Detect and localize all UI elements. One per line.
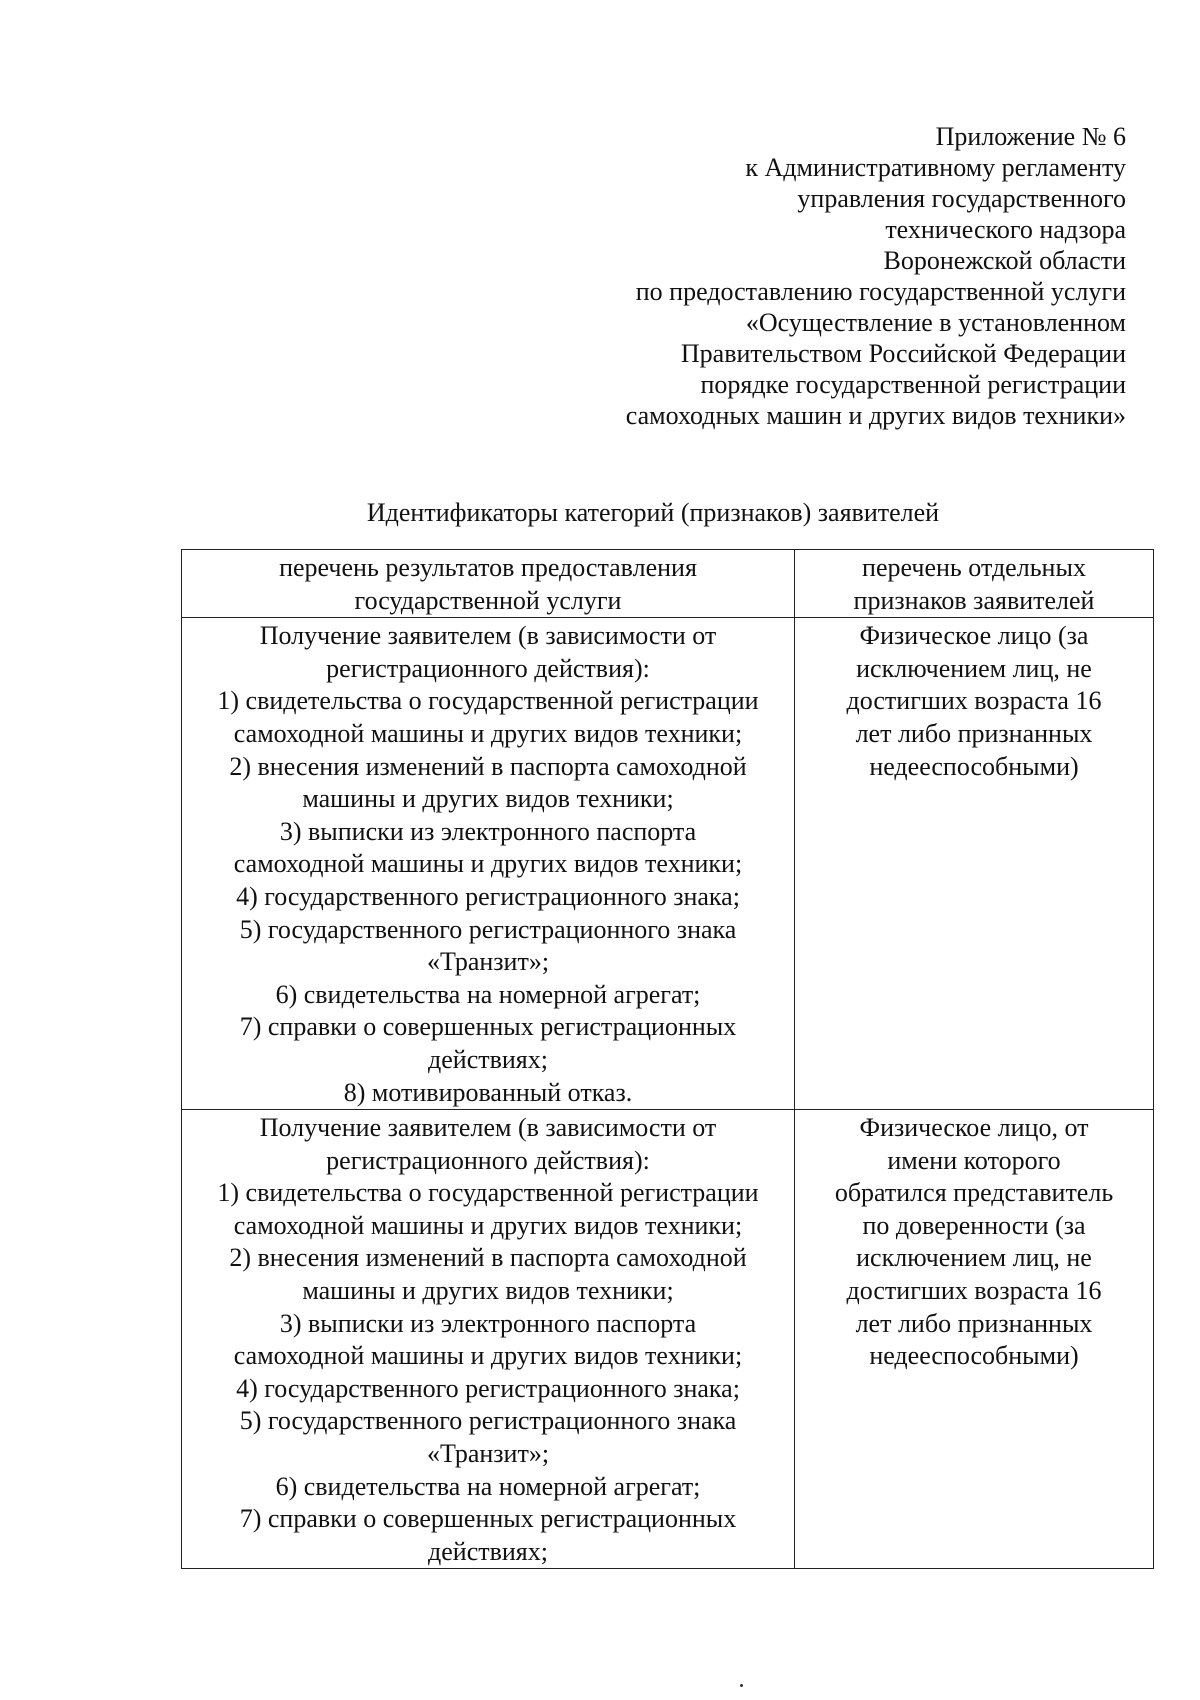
- appendix-line: технического надзора: [885, 215, 1126, 244]
- header-signs-line: признаков заявителей: [853, 585, 1095, 615]
- header-results-line: государственной услуги: [354, 585, 622, 615]
- table-row: [182, 1110, 1154, 1569]
- results-line: 4) государственного регистрационного знака;: [236, 881, 740, 911]
- results-line: 1) свидетельства о государственной регистрации: [217, 686, 759, 716]
- results-line: 5) государственного регистрационного знака: [239, 914, 737, 944]
- results-line: 2) внесения изменений в паспорта самоходной: [229, 1243, 747, 1273]
- appendix-line: Правительством Российской Федерации: [680, 339, 1126, 368]
- results-line: 7) справки о совершенных регистрационных: [239, 1012, 737, 1042]
- results-line: 3) выписки из электронного паспорта: [279, 1308, 697, 1338]
- results-line: «Транзит»;: [426, 1439, 550, 1469]
- results-line: самоходной машины и других видов техники;: [233, 718, 743, 748]
- results-line: действиях;: [428, 1536, 548, 1566]
- results-line: 2) внесения изменений в паспорта самоходной: [229, 751, 747, 781]
- appendix-line: Воронежской области: [883, 246, 1126, 275]
- results-line: 3) выписки из электронного паспорта: [279, 816, 697, 846]
- results-line: самоходной машины и других видов техники;: [233, 849, 743, 879]
- results-cell: [182, 618, 795, 1110]
- signs-line: лет либо признанных: [855, 1308, 1093, 1338]
- signs-line: исключением лиц, не: [856, 1243, 1092, 1273]
- signs-line: Физическое лицо, от: [859, 1113, 1089, 1143]
- results-cell: [182, 1110, 795, 1569]
- appendix-line: самоходных машин и других видов техники»: [625, 401, 1126, 430]
- results-line: 6) свидетельства на номерной агрегат;: [275, 979, 701, 1009]
- appendix-line: управления государственного: [797, 184, 1126, 213]
- results-line: самоходной машины и других видов техники;: [233, 1210, 743, 1240]
- results-line: машины и других видов техники;: [302, 784, 674, 814]
- signs-line: Физическое лицо (за: [859, 621, 1089, 651]
- results-line: 7) справки о совершенных регистрационных: [239, 1504, 737, 1534]
- appendix-line: порядке государственной регистрации: [700, 370, 1126, 399]
- appendix-line: Приложение № 6: [935, 122, 1126, 151]
- appendix-line: к Административному регламенту: [745, 153, 1126, 182]
- applicant-categories-table-wrap: [181, 549, 1127, 1569]
- results-line: 5) государственного регистрационного знака: [239, 1406, 737, 1436]
- signs-line: достигших возраста 16: [846, 1276, 1102, 1306]
- results-line: 8) мотивированный отказ.: [343, 1077, 633, 1107]
- appendix-line: «Осуществление в установленном: [745, 308, 1126, 337]
- table-row: [182, 618, 1154, 1110]
- results-line: машины и других видов техники;: [302, 1276, 674, 1306]
- results-line: 4) государственного регистрационного знака;: [236, 1373, 740, 1403]
- signs-line: недееспособными): [869, 1341, 1079, 1371]
- results-line: Получение заявителем (в зависимости от: [259, 621, 717, 651]
- appendix-line: по предоставлению государственной услуги: [635, 277, 1126, 306]
- signs-cell: [795, 1110, 1154, 1569]
- results-line: Получение заявителем (в зависимости от: [259, 1113, 717, 1143]
- signs-line: по доверенности (за: [862, 1210, 1086, 1240]
- header-results-cell: [182, 550, 795, 618]
- header-signs-cell: [795, 550, 1154, 618]
- scan-speck: [740, 1684, 743, 1687]
- results-line: действиях;: [428, 1044, 548, 1074]
- signs-line: достигших возраста 16: [846, 686, 1102, 716]
- signs-line: обратился представитель: [834, 1178, 1114, 1208]
- signs-line: имени которого: [887, 1145, 1061, 1175]
- document-title: Идентификаторы категорий (признаков) заявителей: [366, 498, 940, 527]
- results-line: регистрационного действия):: [326, 1145, 650, 1175]
- results-line: 1) свидетельства о государственной регистрации: [217, 1178, 759, 1208]
- signs-line: исключением лиц, не: [856, 653, 1092, 683]
- results-line: «Транзит»;: [426, 947, 550, 977]
- results-line: самоходной машины и других видов техники;: [233, 1341, 743, 1371]
- table-header-row: [182, 550, 1154, 618]
- signs-line: недееспособными): [869, 751, 1079, 781]
- applicant-categories-table: [181, 549, 1154, 1569]
- signs-line: лет либо признанных: [855, 718, 1093, 748]
- signs-cell: [795, 618, 1154, 1110]
- results-line: регистрационного действия):: [326, 653, 650, 683]
- appendix-header: [560, 121, 1126, 431]
- results-line: 6) свидетельства на номерной агрегат;: [275, 1471, 701, 1501]
- header-results-line: перечень результатов предоставления: [279, 553, 697, 582]
- header-signs-line: перечень отдельных: [862, 553, 1086, 582]
